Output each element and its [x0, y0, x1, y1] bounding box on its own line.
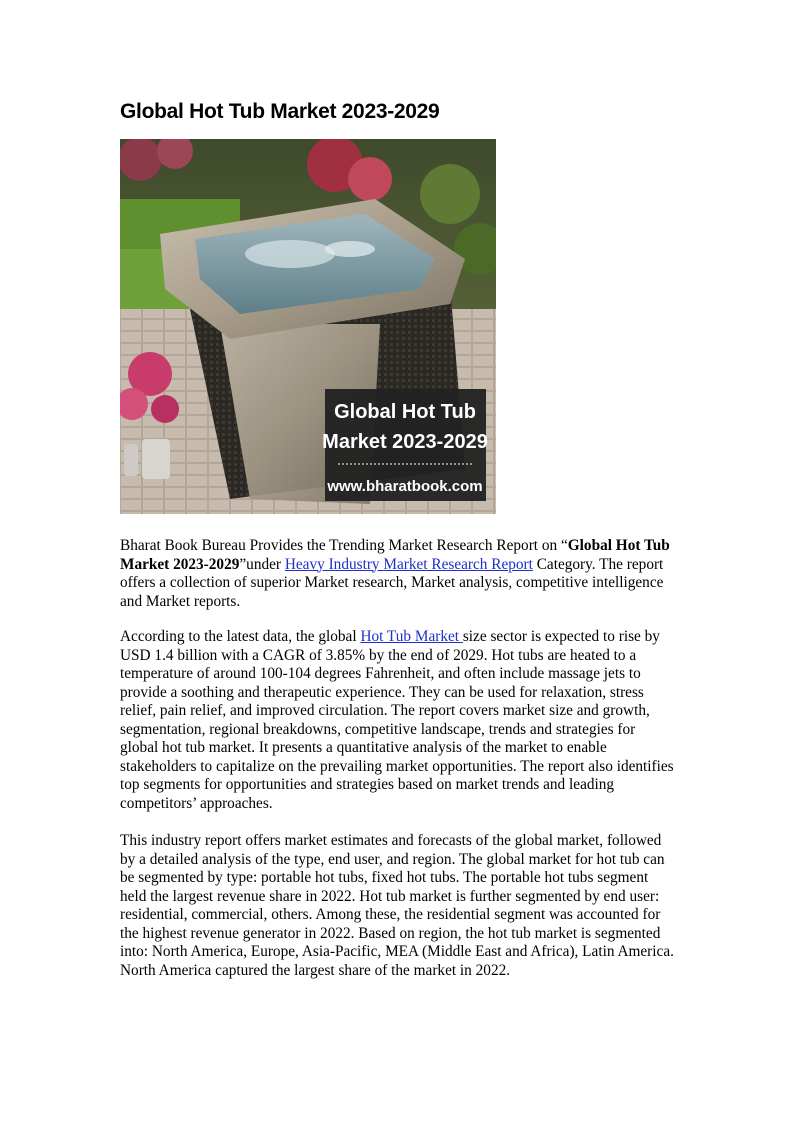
overlay-url: www.bharatbook.com: [327, 478, 483, 495]
hot-tub-market-link[interactable]: Hot Tub Market: [360, 628, 463, 645]
page-title: Global Hot Tub Market 2023-2029: [120, 100, 440, 123]
overlay-title-line1: Global Hot Tub: [334, 401, 476, 423]
hot-tub-photo: [120, 139, 496, 514]
overlay-title-line2: Market 2023-2029: [322, 431, 488, 453]
under-text: ”under: [239, 555, 285, 573]
category-link[interactable]: Heavy Industry Market Research Report: [284, 555, 533, 573]
intro-rest: Category. The report offers a collection of superior Market research, Market analysis, competitive intelligence and Market reports.: [120, 555, 664, 610]
paragraph-intro: [120, 537, 675, 611]
overview-rest: size sector is expected to rise by USD 1.4 billion with a CAGR of 3.85% by the end of 2029. Hot tubs are heated to a temperature of around 100-104 degrees Fahrenheit, and often include massage jets to provide a soothing and therapeutic experience. They can be used for relaxation, stress relief, pain relief, and improved circulation. The report covers market size and growth, segmentation, regional breakdowns, competitive landscape, trends and strategies for global hot tub market. It presents a quantitative analysis of the market to enable stakeholders to capitalize on the prevailing market opportunities. The report also identifies top segments for opportunities and strategies based on market trends and leading competitors’ approaches.: [120, 628, 674, 812]
overview-intro: According to the latest data, the global: [120, 628, 361, 645]
report-name: Global Hot Tub Market 2023-2029: [120, 537, 670, 573]
intro-text: Bharat Book Bureau Provides the Trending Market Research Report on “: [120, 537, 568, 554]
segmentation-text: This industry report offers market estimates and forecasts of the global market, followed by a detailed analysis of the type, end user, and region. The global market for hot tub can be segmented by type: portable hot tubs, fixed hot tubs. The portable hot tubs segment held the largest revenue share in 2022. Hot tub market is further segmented by end user: residential, commercial, others. Among these, the residential segment was accounted for the highest revenue generator in 2022. Based on region, the hot tub market is segmented into: North America, Europe, Asia-Pacific, MEA (Middle East and Africa), Latin America. North America captured the largest share of the market in 2022.: [120, 832, 674, 979]
paragraph-market-overview: [120, 628, 675, 813]
hero-image: [120, 139, 496, 514]
paragraph-segmentation: [120, 832, 675, 980]
